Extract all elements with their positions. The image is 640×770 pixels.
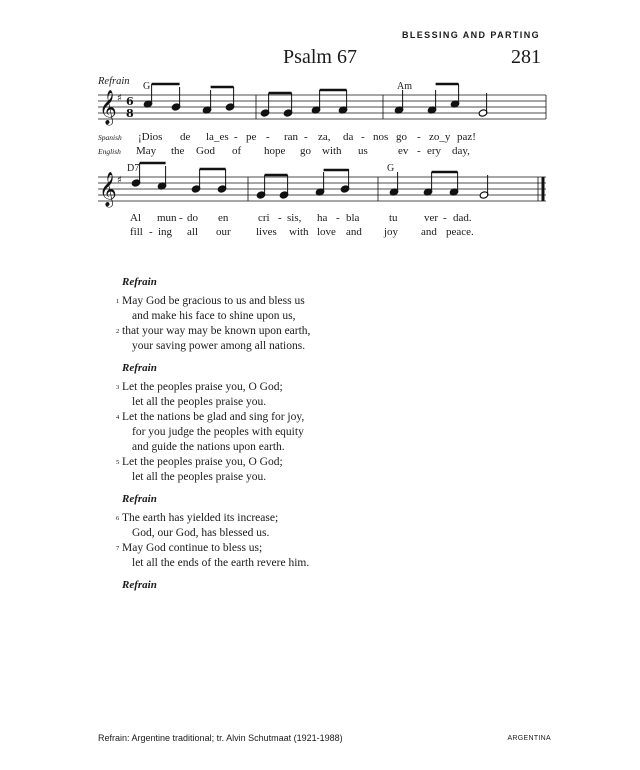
lyric-syllable: mun (157, 212, 177, 224)
lyric-syllable: ery (427, 145, 442, 157)
lyric-syllable: and (421, 226, 437, 238)
lyric-syllable: our (216, 226, 231, 238)
english-lyric-label: English (98, 147, 121, 156)
staff-system-1 (98, 95, 546, 119)
lyric-syllable: cri (258, 212, 270, 224)
key-signature-sharp-icon: ♯ (117, 175, 122, 186)
lyric-syllable: sis, (287, 212, 302, 224)
lyric-syllable: dad. (453, 212, 472, 224)
verse-line: May God be gracious to us and bless us (122, 295, 305, 307)
lyric-syllable: da (343, 131, 354, 143)
verse-line: Let the peoples praise you, O God; (122, 456, 283, 468)
verse-line: let all the ends of the earth revere him. (132, 557, 310, 569)
page-number: 281 (511, 46, 541, 68)
footer-credit: Refrain: Argentine traditional; tr. Alvin Schutmaat (1921-1988) (98, 733, 343, 743)
verse-line: God, our God, has blessed us. (132, 527, 270, 539)
lyric-syllable: ha (317, 212, 328, 224)
lyric-syllable: peace. (446, 226, 474, 238)
verse-line: let all the peoples praise you. (132, 396, 267, 408)
key-signature-sharp-icon: ♯ (117, 93, 122, 104)
lyric-syllable: - (278, 212, 282, 224)
lyric-syllable: with (322, 145, 342, 157)
lyric-syllable: ¡Dios (138, 131, 163, 143)
lyric-syllable: - (443, 212, 447, 224)
lyric-syllable: - (266, 131, 270, 143)
refrain-heading: Refrain (122, 579, 157, 591)
lyric-syllable: joy (384, 226, 399, 238)
lyric-syllable: - (149, 226, 153, 238)
lyric-syllable: day, (452, 145, 470, 157)
time-signature-top: 6 (126, 95, 134, 108)
chord-symbol: Am (397, 81, 412, 92)
lyric-syllable: go (300, 145, 311, 157)
lyric-syllable: - (417, 145, 421, 157)
lyric-syllable: Al (130, 212, 141, 224)
treble-clef-icon: 𝄞 (99, 172, 117, 207)
chord-symbol: D7 (127, 163, 140, 174)
verse (116, 294, 542, 324)
footer-origin: ARGENTINA (507, 735, 551, 742)
notes-system-1 (143, 84, 488, 117)
verse (116, 410, 542, 455)
verse-number: 2 (116, 328, 120, 335)
lyric-syllable: the (171, 145, 185, 157)
lyric-syllable: us (358, 145, 368, 157)
lyric-syllable: de (180, 131, 191, 143)
verse (116, 324, 542, 354)
lyric-syllable: go (396, 131, 407, 143)
lyric-syllable: - (179, 212, 183, 224)
refrain-heading: Refrain (122, 362, 157, 374)
lyric-syllable: with (289, 226, 309, 238)
verse (116, 511, 542, 541)
lyric-syllable: and (346, 226, 362, 238)
chord-symbol: G (143, 81, 151, 92)
lyric-syllable: all (187, 226, 198, 238)
verse-line: Let the peoples praise you, O God; (122, 381, 283, 393)
lyric-syllable: love (317, 226, 336, 238)
lyric-syllable: - (361, 131, 365, 143)
verse-number: 1 (116, 298, 120, 305)
music-refrain-label: Refrain (98, 76, 130, 87)
lyric-syllable: ev (398, 145, 409, 157)
refrain-heading: Refrain (122, 276, 157, 288)
verse-line: Let the nations be glad and sing for joy, (122, 411, 305, 423)
lyric-syllable: God (196, 145, 215, 157)
notes-system-2 (131, 163, 489, 199)
lyric-syllable: - (417, 131, 421, 143)
verse-line: for you judge the peoples with equity (132, 426, 304, 438)
section-header: BLESSING AND PARTING (401, 30, 540, 40)
verse (116, 455, 542, 485)
lyric-syllable: fill (130, 226, 143, 238)
verse-number: 3 (116, 384, 120, 391)
verse-line: May God continue to bless us; (122, 542, 263, 554)
psalm-text (116, 276, 542, 591)
lyric-syllable: of (232, 145, 242, 157)
time-signature-bottom: 8 (126, 107, 134, 120)
lyric-syllable: ing (158, 226, 173, 238)
verse-number: 5 (116, 459, 120, 466)
verse-line: and make his face to shine upon us, (132, 310, 296, 322)
lyric-syllable: lives (256, 226, 277, 238)
lyric-syllable: tu (389, 212, 398, 224)
lyric-syllable: May (136, 145, 157, 157)
lyric-syllable: - (304, 131, 308, 143)
lyric-syllable: nos (373, 131, 389, 143)
verse-number: 7 (116, 545, 120, 552)
verse-line: and guide the nations upon earth. (132, 441, 285, 453)
psalm-title: Psalm 67 (283, 46, 357, 68)
lyric-syllable: zo_y (429, 131, 451, 143)
treble-clef-icon: 𝄞 (99, 90, 117, 125)
lyric-syllable: do (187, 212, 198, 224)
lyric-syllable: - (234, 131, 238, 143)
lyric-syllable: ver (424, 212, 439, 224)
lyric-syllable: la_es (206, 131, 229, 143)
verse-number: 6 (116, 515, 120, 522)
verse (116, 541, 542, 571)
verse-line: your saving power among all nations. (132, 340, 306, 352)
refrain-heading: Refrain (122, 493, 157, 505)
verse-number: 4 (116, 414, 120, 421)
lyric-syllable: pe (246, 131, 257, 143)
verse (116, 380, 542, 410)
verse-line: The earth has yielded its increase; (122, 512, 279, 524)
lyric-syllable: za, (318, 131, 331, 143)
lyric-syllable: paz! (457, 131, 476, 143)
lyric-syllable: hope (264, 145, 286, 157)
lyric-syllable: en (218, 212, 229, 224)
lyric-syllable: bla (346, 212, 360, 224)
lyric-syllable: ran (284, 131, 299, 143)
chord-symbol: G (387, 163, 395, 174)
verse-line: that your way may be known upon earth, (122, 325, 311, 337)
lyric-syllable: - (336, 212, 340, 224)
spanish-lyric-label: Spanish (98, 133, 122, 142)
verse-line: let all the peoples praise you. (132, 471, 267, 483)
